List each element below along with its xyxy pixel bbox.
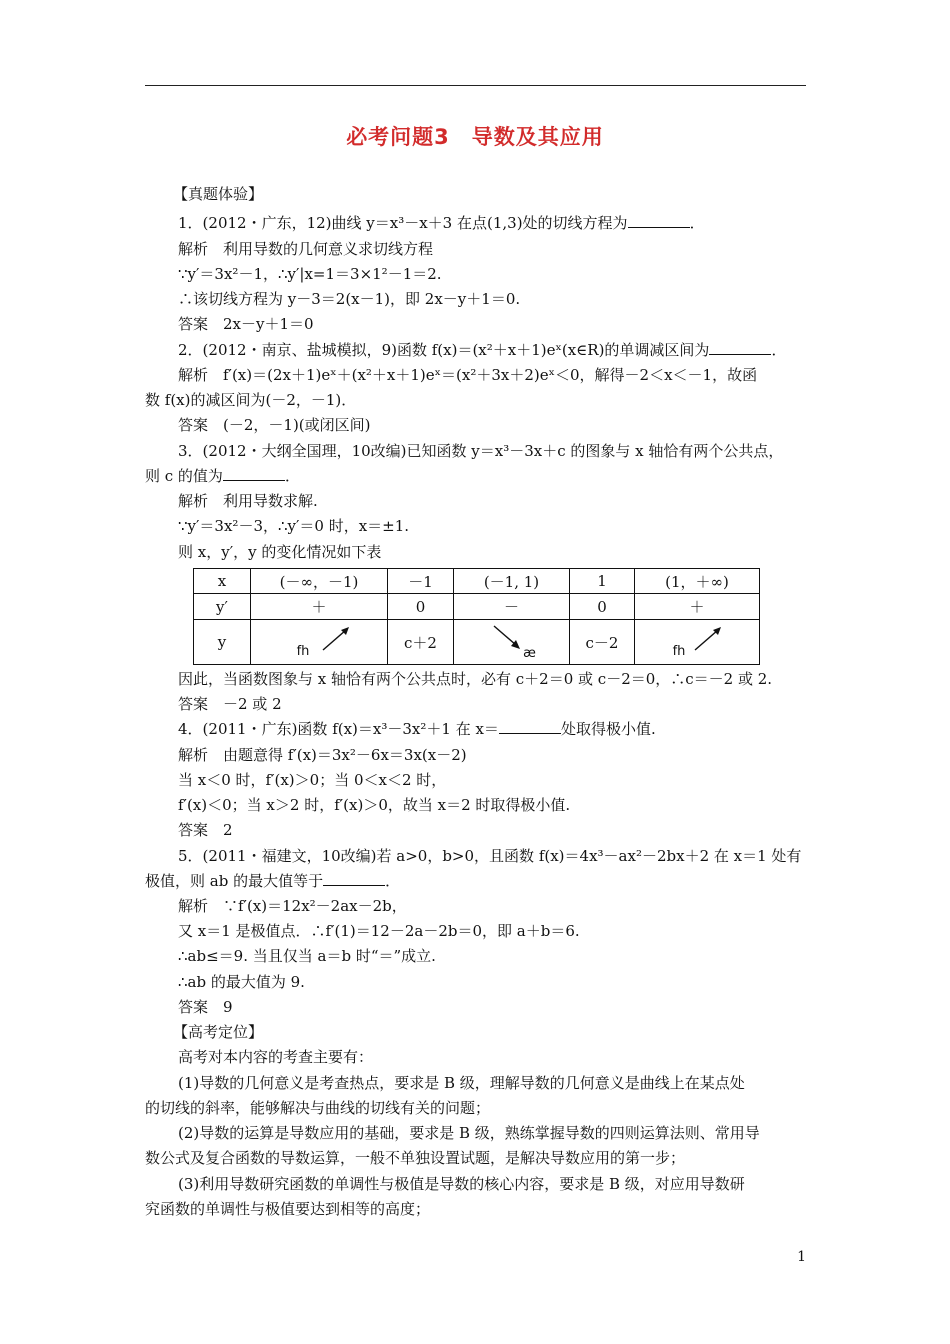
- table-cell: 1: [570, 569, 635, 594]
- table-row: [194, 620, 760, 665]
- question-3-cont: 则 c 的值为 ．: [145, 467, 300, 485]
- page-number: 1: [797, 1249, 806, 1265]
- table-cell: (－∞，－1): [251, 569, 388, 594]
- answer-blank: [323, 873, 385, 886]
- table-cell: 0: [388, 594, 454, 620]
- q4-answer: 答案 2: [178, 821, 233, 839]
- q2-step: 数 f(x)的减区间为(－2，－1)．: [145, 391, 357, 409]
- increasing-arrow-icon: [693, 626, 723, 652]
- q4-step: 当 x＜0 时，f′(x)＞0；当 0＜x＜2 时，: [178, 771, 447, 789]
- table-cell: －: [454, 594, 570, 620]
- q5-answer: 答案 9: [178, 998, 233, 1016]
- section-heading-position: 【高考定位】: [173, 1023, 264, 1041]
- table-cell: ＋: [635, 594, 760, 620]
- position-point-3: (3)利用导数研究函数的单调性与极值是导数的核心内容，要求是 B 级，对应用导数研: [178, 1175, 745, 1193]
- position-point-2-cont: 数公式及复合函数的导数运算，一般不单独设置试题，是解决导数应用的第一步；: [145, 1149, 686, 1167]
- table-row: [194, 594, 760, 620]
- decreasing-arrow-icon: [492, 624, 522, 650]
- question-4: 4．(2011・广东)函数 f(x)＝x³－3x²＋1 在 x＝ 处取得极小值.: [178, 720, 656, 738]
- q5-step: ∴ab 的最大值为 9.: [178, 973, 305, 991]
- question-5: 5．(2011・福建文，10改编)若 a>0，b>0，且函数 f(x)＝4x³－ax²－2bx＋2 在 x＝1 处有: [178, 847, 802, 865]
- table-cell: y: [194, 620, 251, 665]
- q2-answer: 答案 (－2，－1)(或闭区间): [178, 416, 371, 434]
- answer-blank: [709, 342, 771, 355]
- table-cell-increasing: [251, 620, 388, 665]
- position-point-1: (1)导数的几何意义是考查热点，要求是 B 级，理解导数的几何意义是曲线上在某点处: [178, 1074, 745, 1092]
- table-cell: c－2: [570, 620, 635, 665]
- question-3: 3．(2012・大纲全国理，10改编)已知函数 y＝x³－3x＋c 的图象与 x 轴恰有两个公共点，: [178, 442, 784, 460]
- table-cell-decreasing: [454, 620, 570, 665]
- answer-blank: [223, 468, 285, 481]
- position-point-1-cont: 的切线的斜率，能够解决与曲线的切线有关的问题；: [145, 1099, 491, 1117]
- position-point-2: (2)导数的运算是导数应用的基础，要求是 B 级，熟练掌握导数的四则运算法则、常用导: [178, 1124, 760, 1142]
- position-intro: 高考对本内容的考查主要有：: [178, 1048, 374, 1066]
- variation-table: [193, 568, 760, 665]
- q5-analysis: 解析 ∵f′(x)＝12x²－2ax－2b，: [178, 897, 407, 915]
- q2-analysis: 解析 f′(x)＝(2x＋1)eˣ＋(x²＋x＋1)eˣ＝(x²＋3x＋2)eˣ＜0，解得－2＜x＜－1，故函: [178, 366, 758, 384]
- increasing-arrow-icon: [321, 626, 351, 652]
- question-2: 2．(2012・南京、盐城模拟，9)函数 f(x)＝(x²＋x＋1)eˣ(x∈R)的单调减区间为 ．: [178, 341, 787, 359]
- table-cell-glyph: æ: [523, 646, 536, 661]
- q5-step: 又 x＝1 是极值点．∴f′(1)＝12－2a－2b＝0，即 a＋b＝6.: [178, 922, 580, 940]
- table-cell-increasing: [635, 620, 760, 665]
- page-title: 必考问题3 导数及其应用: [346, 125, 604, 149]
- table-cell: 0: [570, 594, 635, 620]
- q3-analysis: 解析 利用导数求解.: [178, 492, 318, 510]
- table-cell: －1: [388, 569, 454, 594]
- question-5-cont: 极值，则 ab 的最大值等于 ．: [145, 872, 401, 890]
- q3-conclusion: 因此，当函数图象与 x 轴恰有两个公共点时，必有 c＋2＝0 或 c－2＝0，∴c＝－2 或 2.: [178, 670, 773, 688]
- q1-step: ∵y′＝3x²－1，∴y′|x=1＝3×1²－1＝2.: [178, 265, 442, 283]
- table-cell-glyph: fh: [672, 644, 686, 659]
- q3-step: ∵y′＝3x²－3，∴y′＝0 时，x＝±1.: [178, 517, 410, 535]
- table-cell: y′: [194, 594, 251, 620]
- q4-analysis: 解析 由题意得 f′(x)＝3x²－6x＝3x(x－2): [178, 746, 467, 764]
- section-heading-real: 【真题体验】: [173, 185, 264, 203]
- table-cell: x: [194, 569, 251, 594]
- q5-step: ∴ab≤＝9. 当且仅当 a＝b 时“＝”成立.: [178, 947, 436, 965]
- q4-step: f′(x)＜0；当 x＞2 时，f′(x)＞0，故当 x＝2 时取得极小值.: [178, 796, 571, 814]
- answer-blank: [499, 721, 561, 734]
- position-point-3-cont: 究函数的单调性与极值要达到相等的高度；: [145, 1200, 431, 1218]
- answer-blank: [628, 215, 690, 228]
- header-rule: [145, 85, 806, 86]
- question-1: 1．(2012・广东，12)曲线 y＝x³－x＋3 在点(1,3)处的切线方程为 ．: [178, 214, 705, 232]
- q3-step: 则 x，y′，y 的变化情况如下表: [178, 543, 382, 561]
- table-cell: c＋2: [388, 620, 454, 665]
- table-cell-glyph: fh: [296, 644, 310, 659]
- q3-answer: 答案 －2 或 2: [178, 695, 282, 713]
- q1-answer: 答案 2x－y＋1＝0: [178, 315, 314, 333]
- q1-analysis: 解析 利用导数的几何意义求切线方程: [178, 240, 434, 258]
- q1-step: ∴该切线方程为 y－3＝2(x－1)，即 2x－y＋1＝0.: [178, 290, 521, 308]
- table-cell: (1，＋∞): [635, 569, 760, 594]
- table-cell: (－1, 1): [454, 569, 570, 594]
- table-row: [194, 569, 760, 594]
- table-cell: ＋: [251, 594, 388, 620]
